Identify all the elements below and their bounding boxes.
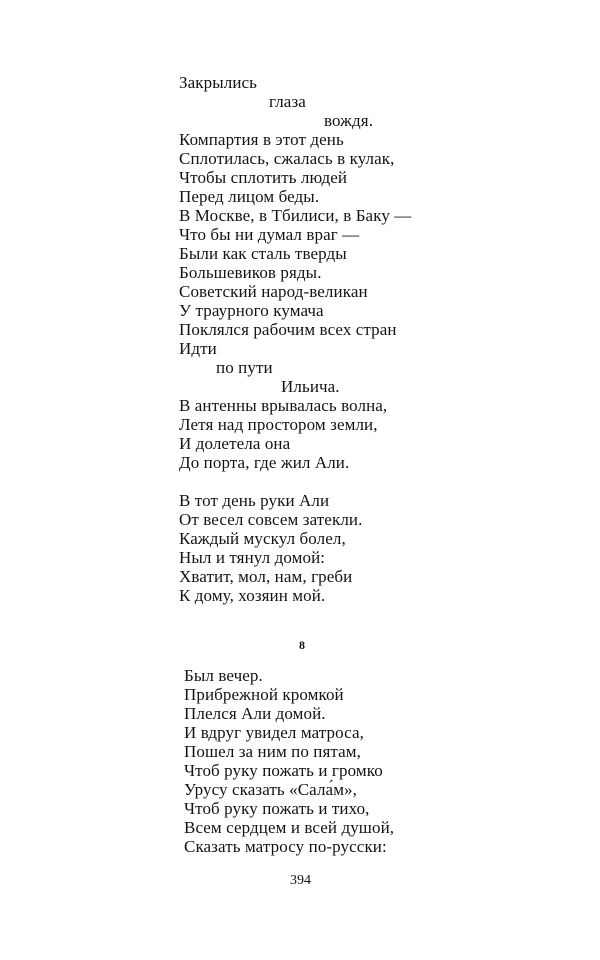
poem-line: Что бы ни думал враг — [179, 225, 360, 244]
poem-line: И долетела она [179, 434, 291, 453]
poem-line: Сказать матросу по-русски: [184, 837, 387, 856]
poem-line: В антенны врывалась волна, [179, 396, 388, 415]
poem-line: От весел совсем затекли. [179, 510, 363, 529]
poem-line: Летя над простором земли, [179, 415, 378, 434]
poem-line: Хватит, мол, нам, греби [179, 567, 353, 586]
poem-line: Ныл и тянул домой: [179, 548, 326, 567]
poem-line: В тот день руки Али [179, 491, 330, 510]
poem-line: Чтобы сплотить людей [179, 168, 348, 187]
poem-line: вождя. [324, 111, 374, 130]
poem-line: И вдруг увидел матроса, [184, 723, 364, 742]
poem-line: Всем сердцем и всей душой, [184, 818, 395, 837]
poem-line: До порта, где жил Али. [179, 453, 350, 472]
poem-line: Были как сталь тверды [179, 244, 347, 263]
poem-line: Был вечер. [184, 666, 263, 685]
poem-line: Идти [179, 339, 217, 358]
poem-line: Компартия в этот день [179, 130, 344, 149]
poem-line: К дому, хозяин мой. [179, 586, 326, 605]
poem-line: Ильича. [281, 377, 340, 396]
poem-line: Пошел за ним по пятам, [184, 742, 362, 761]
poem-line: Большевиков ряды. [179, 263, 322, 282]
poem-line: глаза [269, 92, 306, 111]
poem-line: Сплотилась, сжалась в кулак, [179, 149, 395, 168]
section-number: 8 [299, 638, 305, 652]
poem-line: Чтоб руку пожать и тихо, [184, 799, 370, 818]
poem-line: В Москве, в Тбилиси, в Баку — [179, 206, 412, 225]
poem-line: Прибрежной кромкой [184, 685, 344, 704]
poem-line: Закрылись [179, 73, 258, 92]
poem-line: Плелся Али домой. [184, 704, 326, 723]
poem-line: Перед лицом беды. [179, 187, 320, 206]
poem-line: Советский народ-великан [179, 282, 368, 301]
page-number: 394 [290, 873, 311, 888]
poem-line: У траурного кумача [179, 301, 324, 320]
poem-line: Чтоб руку пожать и громко [184, 761, 383, 780]
poem-line: Каждый мускул болел, [179, 529, 346, 548]
poem-line: по пути [216, 358, 273, 377]
poem-line: Поклялся рабочим всех стран [179, 320, 397, 339]
poem-line: Урусу сказать «Сала́м», [184, 780, 358, 799]
